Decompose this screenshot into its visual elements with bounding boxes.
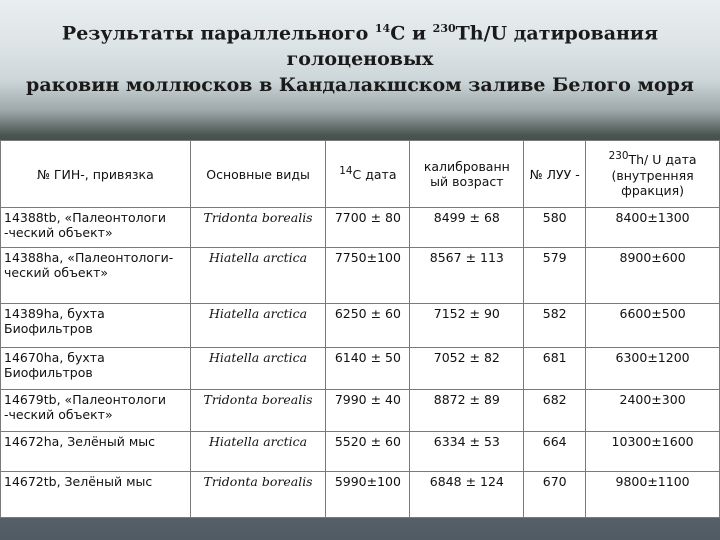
cell-id: 14679tb, «Палеонтологи -ческий объект»	[1, 390, 191, 432]
table-row	[1, 390, 720, 432]
table-row	[1, 432, 720, 472]
cell-calibrated: 6848 ± 124	[410, 472, 524, 518]
cell-luu: 580	[524, 208, 586, 248]
cell-luu: 670	[524, 472, 586, 518]
cell-id: 14672tb, Зелёный мыс	[1, 472, 191, 518]
cell-id: 14389ha, бухта Биофильтров	[1, 304, 191, 348]
cell-id: 14672ha, Зелёный мыс	[1, 432, 191, 472]
cell-species: Hiatella arctica	[190, 304, 326, 348]
cell-thu: 6300±1200	[586, 348, 720, 390]
cell-species: Tridonta borealis	[190, 390, 326, 432]
slide-title	[0, 16, 720, 98]
cell-calibrated: 7052 ± 82	[410, 348, 524, 390]
cell-c14: 5990±100	[326, 472, 410, 518]
cell-species: Tridonta borealis	[190, 472, 326, 518]
cell-c14: 7750±100	[326, 248, 410, 304]
title-line-1: Результаты параллельного $^{14}$C и $^{230}$Th/U датирования голоценовых	[61, 22, 659, 71]
header-gin: № ГИН-, привязка	[1, 141, 191, 208]
cell-c14: 6140 ± 50	[326, 348, 410, 390]
cell-c14: 5520 ± 60	[326, 432, 410, 472]
title-line-2: раковин моллюсков в Кандалакшском заливе Белого моря	[26, 74, 694, 97]
cell-luu: 579	[524, 248, 586, 304]
table-header-row	[1, 141, 720, 208]
cell-species: Hiatella arctica	[190, 248, 326, 304]
table-row	[1, 348, 720, 390]
cell-id: 14388ha, «Палеонтологи-ческий объект»	[1, 248, 191, 304]
cell-species: Hiatella arctica	[190, 432, 326, 472]
cell-thu: 8900±600	[586, 248, 720, 304]
header-luu: № ЛУУ -	[524, 141, 586, 208]
cell-luu: 582	[524, 304, 586, 348]
cell-thu: 6600±500	[586, 304, 720, 348]
header-calibrated: калиброванн ый возраст	[410, 141, 524, 208]
header-thu: $^{230}$Th/ U дата (внутренняя фракция)	[586, 141, 720, 208]
cell-id: 14388tb, «Палеонтологи -ческий объект»	[1, 208, 191, 248]
cell-luu: 682	[524, 390, 586, 432]
table-row	[1, 472, 720, 518]
cell-species: Tridonta borealis	[190, 208, 326, 248]
header-c14: $^{14}$С дата	[326, 141, 410, 208]
table-row	[1, 304, 720, 348]
cell-luu: 681	[524, 348, 586, 390]
cell-luu: 664	[524, 432, 586, 472]
cell-calibrated: 8499 ± 68	[410, 208, 524, 248]
cell-id: 14670ha, бухта Биофильтров	[1, 348, 191, 390]
table-row	[1, 248, 720, 304]
cell-calibrated: 8872 ± 89	[410, 390, 524, 432]
header-species: Основные виды	[190, 141, 326, 208]
cell-thu: 9800±1100	[586, 472, 720, 518]
cell-calibrated: 6334 ± 53	[410, 432, 524, 472]
cell-calibrated: 8567 ± 113	[410, 248, 524, 304]
cell-c14: 6250 ± 60	[326, 304, 410, 348]
cell-thu: 2400±300	[586, 390, 720, 432]
cell-calibrated: 7152 ± 90	[410, 304, 524, 348]
dating-table	[0, 140, 720, 518]
cell-species: Hiatella arctica	[190, 348, 326, 390]
cell-c14: 7700 ± 80	[326, 208, 410, 248]
cell-c14: 7990 ± 40	[326, 390, 410, 432]
cell-thu: 10300±1600	[586, 432, 720, 472]
cell-thu: 8400±1300	[586, 208, 720, 248]
table-row	[1, 208, 720, 248]
